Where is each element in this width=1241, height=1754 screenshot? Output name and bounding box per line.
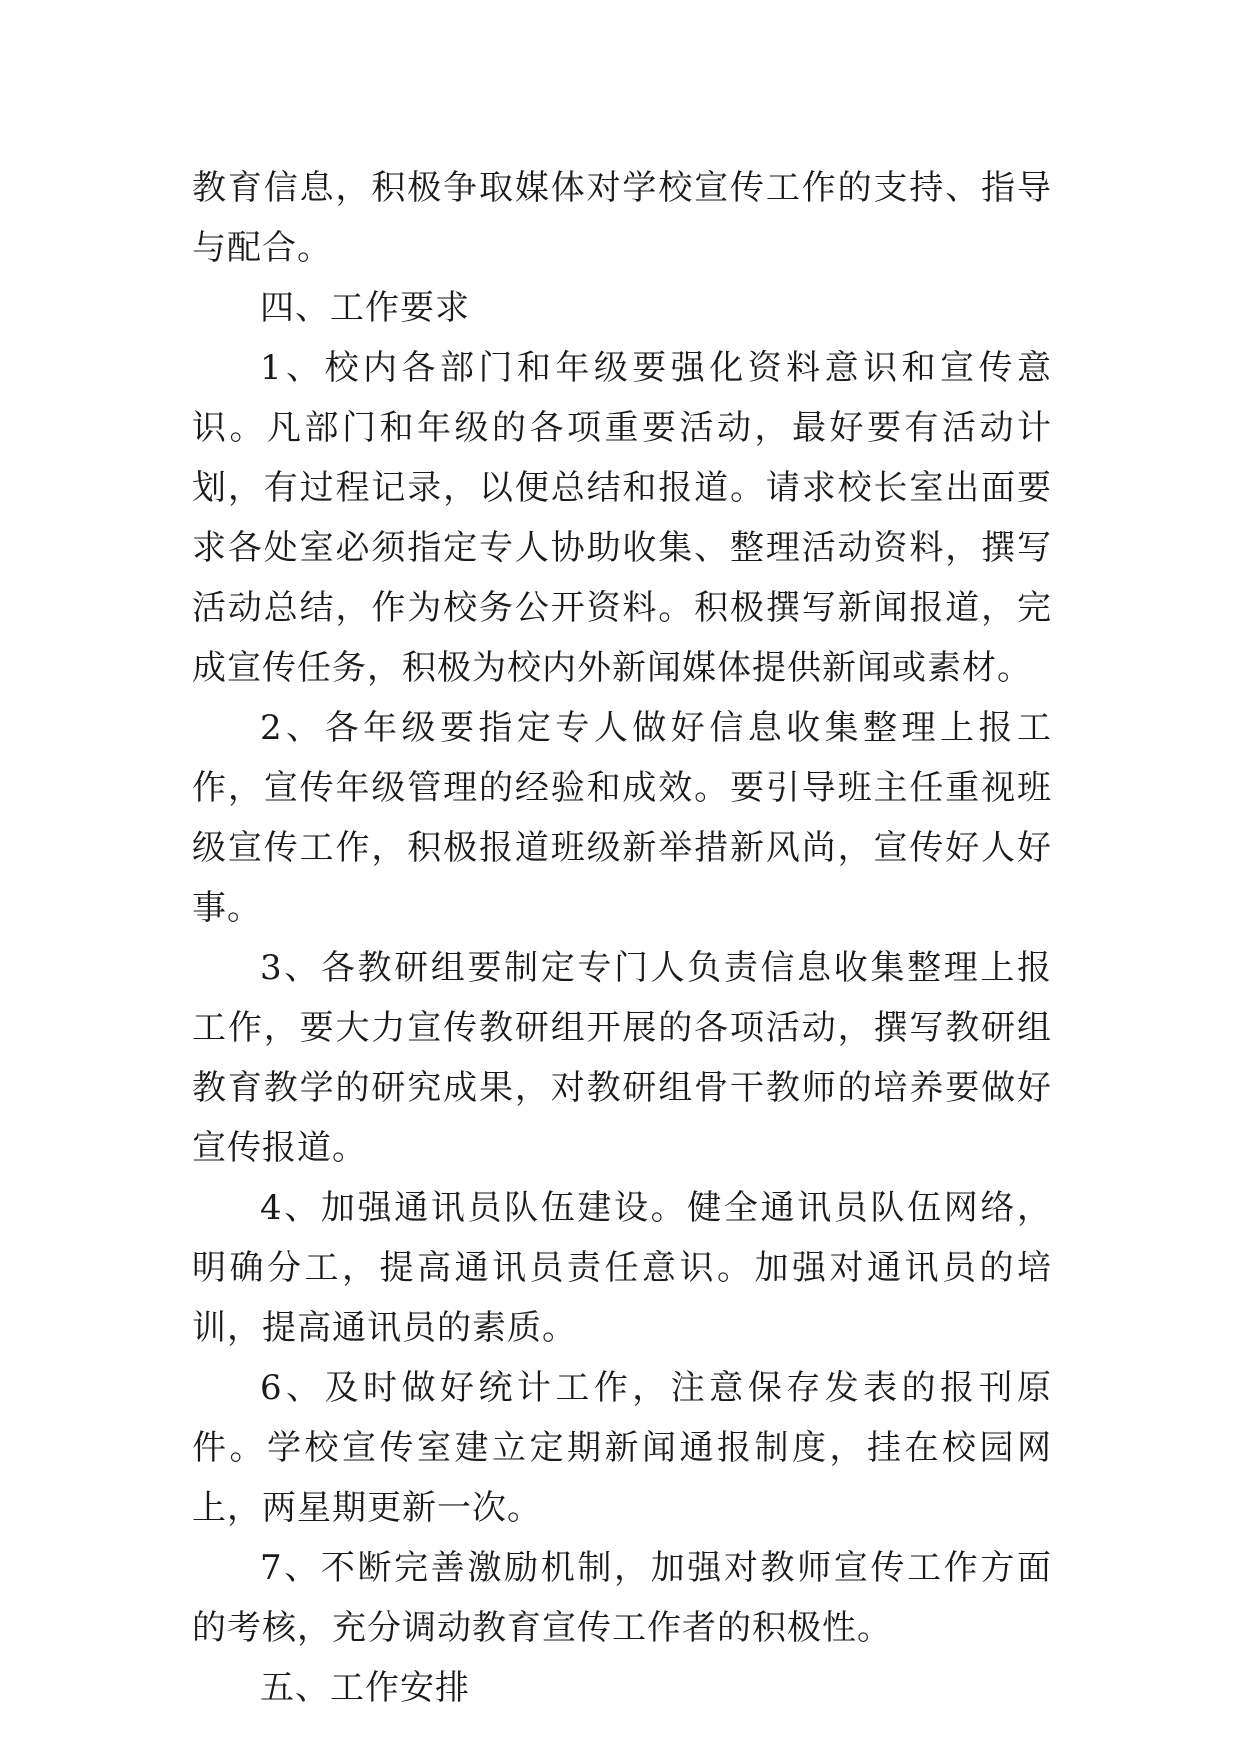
paragraph-item-7: 7、不断完善激励机制，加强对教师宣传工作方面的考核，充分调动教育宣传工作者的积极性。 [192, 1548, 1052, 1648]
paragraph-item-6: 6、及时做好统计工作，注意保存发表的报刊原件。学校宣传室建立定期新闻通报制度，挂在校园网上，两星期更新一次。 [192, 1368, 1052, 1528]
paragraph-item-1: 1、校内各部门和年级要强化资料意识和宣传意识。凡部门和年级的各项重要活动，最好要有活动计划，有过程记录，以便总结和报道。请求校长室出面要求各处室必须指定专人协助收集、整理活动资料，撰写活动总结，作为校务公开资料。积极撰写新闻报道，完成宣传任务，积极为校内外新闻媒体提供新闻或素材。 [192, 348, 1052, 688]
section-heading-work-requirements: 四、工作要求 [260, 288, 470, 328]
paragraph-item-2: 2、各年级要指定专人做好信息收集整理上报工作，宣传年级管理的经验和成效。要引导班主任重视班级宣传工作，积极报道班级新举措新风尚，宣传好人好事。 [192, 708, 1052, 928]
section-heading-work-arrangement: 五、工作安排 [260, 1668, 470, 1708]
paragraph-item-3: 3、各教研组要制定专门人负责信息收集整理上报工作，要大力宣传教研组开展的各项活动，撰写教研组教育教学的研究成果，对教研组骨干教师的培养要做好宣传报道。 [192, 948, 1052, 1168]
document-body [192, 158, 1052, 1718]
paragraph-continuation: 教育信息，积极争取媒体对学校宣传工作的支持、指导与配合。 [192, 168, 1052, 268]
paragraph-item-4: 4、加强通讯员队伍建设。健全通讯员队伍网络，明确分工，提高通讯员责任意识。加强对通讯员的培训，提高通讯员的素质。 [192, 1188, 1052, 1348]
